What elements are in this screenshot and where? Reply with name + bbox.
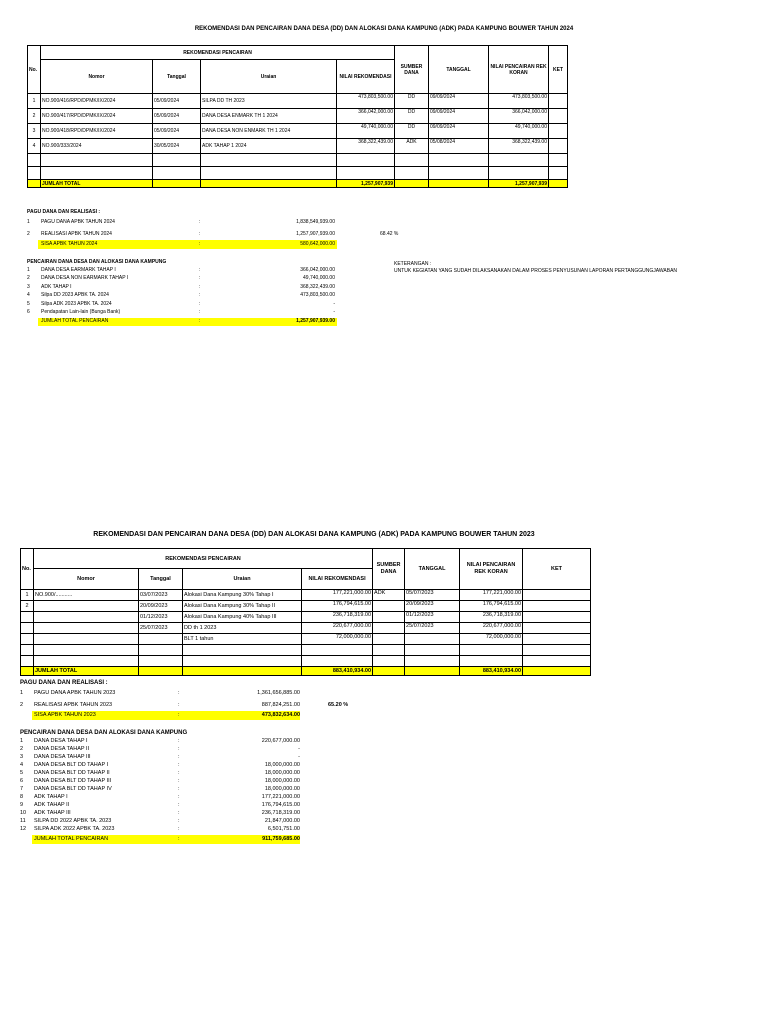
table-row [21,623,591,634]
doc1-header-tanggal2: TANGGAL [429,46,489,94]
item-no: 8 [20,794,24,800]
cell-tanggal: 05/09/2024 [153,124,201,139]
cell-tanggal: 20/09/2023 [139,601,183,612]
item-label: ADK TAHAP I [34,794,68,800]
item-label: Pendapatan Lain-lain (Bunga Bank) [41,309,121,315]
cell-sumber: ADK [395,139,429,154]
table-row [28,94,568,109]
cell-nomor: NO.900/333/2024 [41,139,153,154]
item-no: 2 [20,702,24,708]
item-value: 220,677,000.00 [261,738,300,744]
doc2-header-nilai-cair: NILAI PENCAIRAN REK KORAN [460,549,523,590]
cell-ket [549,124,568,139]
cell-uraian: DANA DESA ENMARK TH 1 2024 [201,109,337,124]
doc1-pencairan-title: PENCAIRAN DANA DESA DAN ALOKASI DANA KAMPUNG [27,259,167,265]
item-colon: : [178,746,180,752]
item-label: DANA DESA TAHAP II [34,746,90,752]
cell-tgl: 09/09/2024 [429,94,489,109]
item-colon: : [199,300,201,307]
cell-uraian: Alokasi Dana Kampung 40% Tahap III [183,612,302,623]
item-value: 49,740,000.00 [303,275,335,282]
cell-uraian: BLT 1 tahun [183,634,302,645]
cell-uraian: Alokasi Dana Kampung 30% Tahap II [183,601,302,612]
cell-no [21,634,34,645]
cell-no: 4 [28,139,41,154]
cell-uraian: Alokasi Dana Kampung 30% Tahap I [183,590,302,601]
sisa-row [27,241,335,250]
cell-uraian: SILPA DD TH 2023 [201,94,337,109]
table-row [28,124,568,139]
item-no: 1 [20,738,24,744]
doc1-header-no: No. [28,46,41,94]
list-item [20,826,300,834]
table-row [21,590,591,601]
cell-no [21,612,34,623]
cell-nilai: 220,677,000.00 [302,623,373,634]
doc1-header-uraian: Uraian [201,60,337,94]
item-no: 2 [27,275,30,282]
cell-sumber: DD [395,109,429,124]
cell-no: 2 [21,601,34,612]
item-value: - [333,309,335,315]
cell-no: 2 [28,109,41,124]
item-label: PAGU DANA APBK TAHUN 2024 [41,219,115,225]
total-pencairan-label: JUMLAH TOTAL PENCAIRAN [41,318,109,324]
cell-nilai: 49,740,000.00 [337,124,395,139]
cell-sumber [373,634,405,645]
cell-nomor [34,623,139,634]
doc1-header-nilai-cair: NILAI PENCAIRAN REK KORAN [489,46,549,94]
item-label: ADK TAHAP I [41,283,72,290]
list-item [20,754,300,762]
item-colon: : [178,826,180,832]
list-item [27,292,335,300]
item-value: 1,838,549,939.00 [296,219,335,225]
cell-tgl [405,634,460,645]
item-colon: : [199,292,201,299]
item-value: - [298,746,300,752]
cell-tanggal: 25/07/2023 [139,623,183,634]
doc1-header-ket: KET [549,46,568,94]
cell-nomor [34,612,139,623]
cell-sumber [373,623,405,634]
list-item [27,267,335,275]
list-item [20,794,300,802]
item-label: Silpa DD 2023 APBK TA. 2024 [41,292,109,299]
item-label: DANA DESA BLT DD TAHAP III [34,778,112,784]
item-label: ADK TAHAP III [34,810,71,816]
total-nilai: 1,257,907,939 [337,180,395,188]
item-colon: : [199,309,201,315]
item-value: 366,042,000.00 [300,267,335,273]
cell-uraian: ADK TAHAP 1 2024 [201,139,337,154]
cell-no: 3 [28,124,41,139]
item-colon: : [178,702,180,708]
item-value: 177,221,000.00 [261,794,300,800]
table-row [28,167,568,180]
item-no: 1 [27,219,30,225]
item-no: 10 [20,810,27,816]
item-value: 18,000,000.00 [264,770,300,776]
cell-no [21,623,34,634]
sisa-row [20,712,300,721]
item-label: Silpa ADK 2023 APBK TA. 2024 [41,300,112,307]
doc2-header-nomor: Nomor [34,569,139,590]
cell-cair: 366,042,000.00 [489,109,549,124]
item-no: 12 [20,826,27,832]
item-value: 6,501,751.00 [267,826,300,832]
cell-nilai: 473,803,500.00 [337,94,395,109]
cell-ket [523,601,591,612]
item-value: 18,000,000.00 [264,786,300,792]
item-no: 6 [20,778,24,784]
item-label: REALISASI APBK TAHUN 2023 [34,702,113,708]
item-no: 2 [20,746,24,752]
item-colon: : [178,770,180,776]
item-colon: : [199,219,201,225]
total-cair: 1,257,907,939 [489,180,549,188]
item-value: 21,847,000.00 [264,818,300,824]
item-label: DANA DESA BLT DD TAHAP I [34,762,109,768]
table-row [28,154,568,167]
total-pencairan-colon: : [178,836,180,842]
list-item [27,275,335,283]
item-label: PAGU DANA APBK TAHUN 2023 [34,690,116,696]
cell-nilai: 368,322,439.00 [337,139,395,154]
doc1-header-nilai: NILAI REKOMENDASI [337,60,395,94]
total-label: JUMLAH TOTAL [34,667,139,676]
item-no: 6 [27,309,30,315]
item-label: DANA DESA TAHAP III [34,754,91,760]
item-no: 7 [20,786,24,792]
item-no: 3 [20,754,24,760]
table-row [21,656,591,667]
cell-cair: 236,718,319.00 [460,612,523,623]
item-colon: : [199,283,201,290]
list-item [20,702,380,711]
cell-nilai: 177,221,000.00 [302,590,373,601]
item-value: 1,257,907,939.00 [296,231,335,237]
cell-cair: 49,740,000.00 [489,124,549,139]
item-no: 1 [27,267,30,273]
item-colon: : [199,267,201,273]
total-pencairan-colon: : [199,318,201,324]
item-value: 176,794,615.00 [261,802,300,808]
cell-nomor: NO.900/416/RPD/DPMK/IX/2024 [41,94,153,109]
list-item [20,810,300,818]
doc2-header-sumber: SUMBER DANA [373,549,405,590]
cell-nilai: 236,718,319.00 [302,612,373,623]
doc2-pagu-title: PAGU DANA DAN REALISASI : [20,680,108,686]
doc2-pencairan-title: PENCAIRAN DANA DESA DAN ALOKASI DANA KAMPUNG [20,730,188,736]
list-item [27,301,335,309]
table-row [21,612,591,623]
cell-nomor [34,634,139,645]
total-cair: 883,410,934.00 [460,667,523,676]
cell-ket [523,612,591,623]
item-no: 5 [27,300,30,307]
item-label: DANA DESA TAHAP I [34,738,88,744]
cell-cair: 220,677,000.00 [460,623,523,634]
cell-tgl: 05/08/2024 [429,139,489,154]
doc1-header-nomor: Nomor [41,60,153,94]
cell-nomor: NO.900/........... [34,590,139,601]
cell-no: 1 [21,590,34,601]
cell-tanggal [139,634,183,645]
doc1-header-sumber: SUMBER DANA [395,46,429,94]
cell-tgl: 05/07/2023 [405,590,460,601]
cell-cair: 177,221,000.00 [460,590,523,601]
item-value: - [333,300,335,307]
cell-ket [549,109,568,124]
item-percent: 68.42 % [380,231,399,237]
total-row [28,180,568,188]
cell-cair: 473,803,500.00 [489,94,549,109]
item-no: 9 [20,802,24,808]
cell-uraian: DANA DESA NON ENMARK TH 1 2024 [201,124,337,139]
item-value: 1,361,656,885.00 [257,690,300,696]
cell-nomor: NO.900/417/RPD/DPMK/IX/2024 [41,109,153,124]
cell-tgl: 09/09/2024 [429,124,489,139]
item-percent: 65.20 % [328,702,349,708]
list-item [27,231,437,240]
doc1-title: REKOMENDASI DAN PENCAIRAN DANA DESA (DD) DAN ALOKASI DANA KAMPUNG (ADK) PADA KAMPUNG BOUWER TAHUN 2024 [194,26,574,32]
item-no: 3 [27,283,30,290]
cell-cair: 368,322,439.00 [489,139,549,154]
sisa-colon: : [178,712,180,718]
total-label: JUMLAH TOTAL [41,180,153,188]
item-no: 11 [20,818,26,824]
cell-tanggal: 05/09/2024 [153,94,201,109]
item-colon: : [199,275,201,282]
item-no: 4 [27,292,30,299]
item-colon: : [178,738,180,744]
sisa-label: SISA APBK TAHUN 2024 [41,241,98,247]
item-colon: : [178,794,180,800]
sisa-value: 473,832,634.00 [261,712,300,718]
item-colon: : [178,786,180,792]
item-label: DANA DESA BLT DD TAHAP II [34,770,110,776]
cell-sumber [373,601,405,612]
list-item [20,802,300,810]
total-pencairan-row [27,318,335,326]
doc2-header-no: No. [21,549,34,590]
cell-tanggal: 01/12/2023 [139,612,183,623]
cell-no: 1 [28,94,41,109]
doc1-header-tanggal: Tanggal [153,60,201,94]
item-label: SILPA DD 2022 APBK TA. 2023 [34,818,112,824]
cell-sumber: DD [395,124,429,139]
cell-nomor: NO.900/418/RPD/DPMK/IX/2024 [41,124,153,139]
total-pencairan-label: JUMLAH TOTAL PENCAIRAN [34,836,109,842]
cell-ket [523,634,591,645]
cell-ket [549,94,568,109]
doc1-pagu-title: PAGU DANA DAN REALISASI : [27,209,101,215]
item-value: - [298,754,300,760]
cell-tgl: 25/07/2023 [405,623,460,634]
doc2-header-tanggal2: TANGGAL [405,549,460,590]
sisa-colon: : [199,241,201,247]
table-row [21,634,591,645]
keterangan-text: UNTUK KEGIATAN YANG SUDAH DILAKSANAKAN DALAM PROSES PENYUSUNAN LAPORAN PERTANGGUNGJAWABAN [394,268,678,274]
item-colon: : [178,690,180,696]
cell-tgl: 01/12/2023 [405,612,460,623]
table-row [28,139,568,154]
list-item [27,219,367,228]
doc2-header-ket: KET [523,549,591,590]
item-no: 4 [20,762,24,768]
item-colon: : [178,810,180,816]
cell-sumber [373,612,405,623]
doc2-title: REKOMENDASI DAN PENCAIRAN DANA DESA (DD) DAN ALOKASI DANA KAMPUNG (ADK) PADA KAMPUNG BOUWER TAHUN 2023 [93,531,535,538]
doc1-header-rekomendasi: REKOMENDASI PENCAIRAN [41,46,395,60]
list-item [20,786,300,794]
item-value: 18,000,000.00 [264,778,300,784]
item-value: 18,000,000.00 [264,762,300,768]
cell-tgl: 09/09/2024 [429,109,489,124]
item-no: 2 [27,231,30,237]
total-nilai: 883,410,934.00 [302,667,373,676]
table-row [28,109,568,124]
item-colon: : [178,778,180,784]
sisa-label: SISA APBK TAHUN 2023 [34,712,96,718]
total-pencairan-value: 1,257,907,939.00 [296,318,335,324]
list-item [20,778,300,786]
list-item [20,746,300,754]
cell-tanggal: 30/05/2024 [153,139,201,154]
table-row [21,645,591,656]
cell-ket [523,623,591,634]
cell-ket [549,139,568,154]
doc2-table [20,548,591,676]
total-pencairan-row [20,836,300,845]
list-item [20,762,300,770]
cell-uraian: DD th 1 2023 [183,623,302,634]
doc1-table [27,45,568,188]
doc2-header-uraian: Uraian [183,569,302,590]
list-item [20,690,300,699]
item-colon: : [178,754,180,760]
item-colon: : [178,762,180,768]
item-value: 368,322,439.00 [300,283,335,290]
cell-nilai: 176,794,615.00 [302,601,373,612]
cell-nilai: 72,000,000.00 [302,634,373,645]
cell-tanggal: 03/07/2023 [139,590,183,601]
item-label: DANA DESA BLT DD TAHAP IV [34,786,112,792]
total-row [21,667,591,676]
item-no: 1 [20,690,24,696]
cell-tanggal: 05/09/2024 [153,109,201,124]
list-item [27,284,335,292]
item-value: 236,718,319.00 [261,810,300,816]
item-no: 5 [20,770,24,776]
item-label: ADK TAHAP II [34,802,70,808]
cell-nomor [34,601,139,612]
cell-cair: 72,000,000.00 [460,634,523,645]
cell-nilai: 366,042,000.00 [337,109,395,124]
item-label: DANA DESA EARMARK TAHAP I [41,267,116,273]
keterangan-title: KETERANGAN : [394,261,432,267]
cell-sumber: DD [395,94,429,109]
item-colon: : [178,802,180,808]
item-label: SILPA ADK 2022 APBK TA. 2023 [34,826,115,832]
list-item [20,818,300,826]
doc2-header-tanggal: Tanggal [139,569,183,590]
cell-sumber: ADK [373,590,405,601]
cell-cair: 176,794,615.00 [460,601,523,612]
item-value: 887,824,251.00 [261,702,300,708]
item-label: DANA DESA NON EARMARK TAHAP I [41,275,129,282]
list-item [27,309,335,317]
item-value: 473,803,500.00 [300,292,335,299]
item-label: REALISASI APBK TAHUN 2024 [41,231,112,237]
sisa-value: 580,642,000.00 [300,241,335,247]
total-pencairan-value: 911,759,685.00 [262,836,300,842]
doc2-header-nilai: NILAI REKOMENDASI [302,569,373,590]
list-item [20,770,300,778]
doc2-header-rekomendasi: REKOMENDASI PENCAIRAN [34,549,373,569]
cell-tgl: 20/09/2023 [405,601,460,612]
list-item [20,738,300,746]
item-colon: : [178,818,180,824]
table-row [21,601,591,612]
item-colon: : [199,231,201,237]
cell-ket [523,590,591,601]
